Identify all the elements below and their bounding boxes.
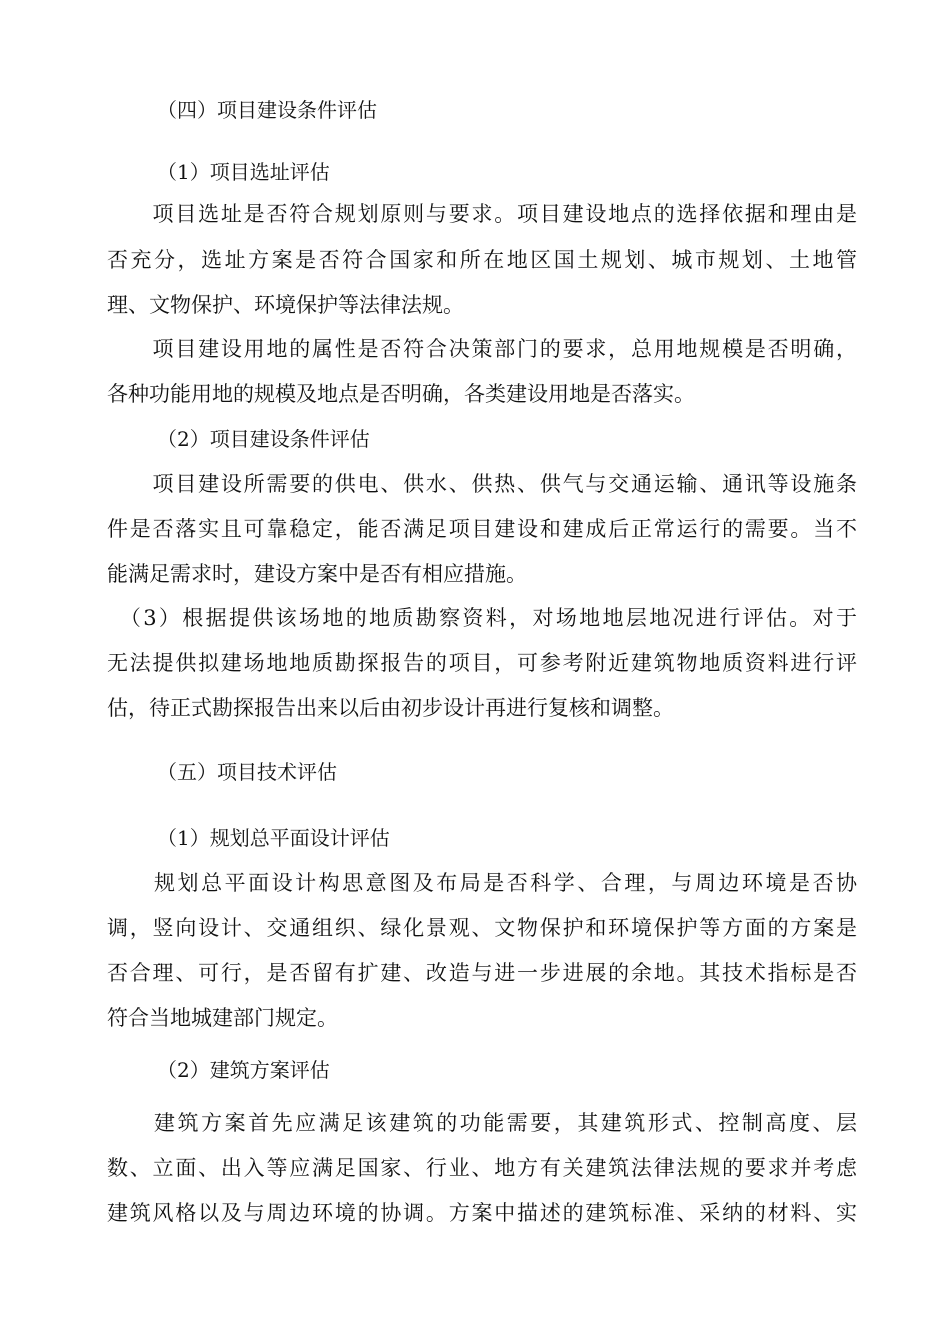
subsection-5-1-heading: （1）规划总平面设计评估 [157,826,390,850]
paragraph-4-line-1: （3）根据提供该场地的地质勘察资料，对场地地层地况进行评估。对于 [107,606,857,630]
paragraph-3-line-1: 项目建设所需要的供电、供水、供热、供气与交通运输、通讯等设施条 [107,472,857,496]
paragraph-2-line-2: 各种功能用地的规模及地点是否明确，各类建设用地是否落实。 [107,382,695,406]
paragraph-3-line-3: 能满足需求时，建设方案中是否有相应措施。 [107,562,527,586]
paragraph-1-line-1: 项目选址是否符合规划原则与要求。项目建设地点的选择依据和理由是 [107,202,857,226]
paragraph-1-line-3: 理、文物保护、环境保护等法律法规。 [107,293,464,317]
paragraph-5-line-3: 否合理、可行，是否留有扩建、改造与进一步进展的余地。其技术指标是否 [107,961,857,985]
section-4-heading: （四）项目建设条件评估 [157,98,377,122]
paragraph-5-line-4: 符合当地城建部门规定。 [107,1006,338,1030]
subsection-4-1-heading: （1）项目选址评估 [157,160,330,184]
paragraph-5-line-1: 规划总平面设计构思意图及布局是否科学、合理，与周边环境是否协 [107,871,857,895]
paragraph-1-line-2: 否充分，选址方案是否符合国家和所在地区国土规划、城市规划、土地管 [107,248,857,272]
paragraph-3-line-2: 件是否落实且可靠稳定，能否满足项目建设和建成后正常运行的需要。当不 [107,517,857,541]
paragraph-4-line-3: 估，待正式勘探报告出来以后由初步设计再进行复核和调整。 [107,696,674,720]
subsection-4-2-heading: （2）项目建设条件评估 [157,427,370,451]
paragraph-6-line-2: 数、立面、出入等应满足国家、行业、地方有关建筑法律法规的要求并考虑 [107,1156,857,1180]
section-5-heading: （五）项目技术评估 [157,760,337,784]
paragraph-5-line-2: 调，竖向设计、交通组织、绿化景观、文物保护和环境保护等方面的方案是 [107,916,857,940]
subsection-5-2-heading: （2）建筑方案评估 [157,1058,330,1082]
paragraph-6-line-1: 建筑方案首先应满足该建筑的功能需要，其建筑形式、控制高度、层 [107,1111,857,1135]
paragraph-6-line-3: 建筑风格以及与周边环境的协调。方案中描述的建筑标准、采纳的材料、实 [107,1201,857,1225]
paragraph-4-line-2: 无法提供拟建场地地质勘探报告的项目，可参考附近建筑物地质资料进行评 [107,651,857,675]
paragraph-2-line-1: 项目建设用地的属性是否符合决策部门的要求，总用地规模是否明确， [107,337,857,361]
